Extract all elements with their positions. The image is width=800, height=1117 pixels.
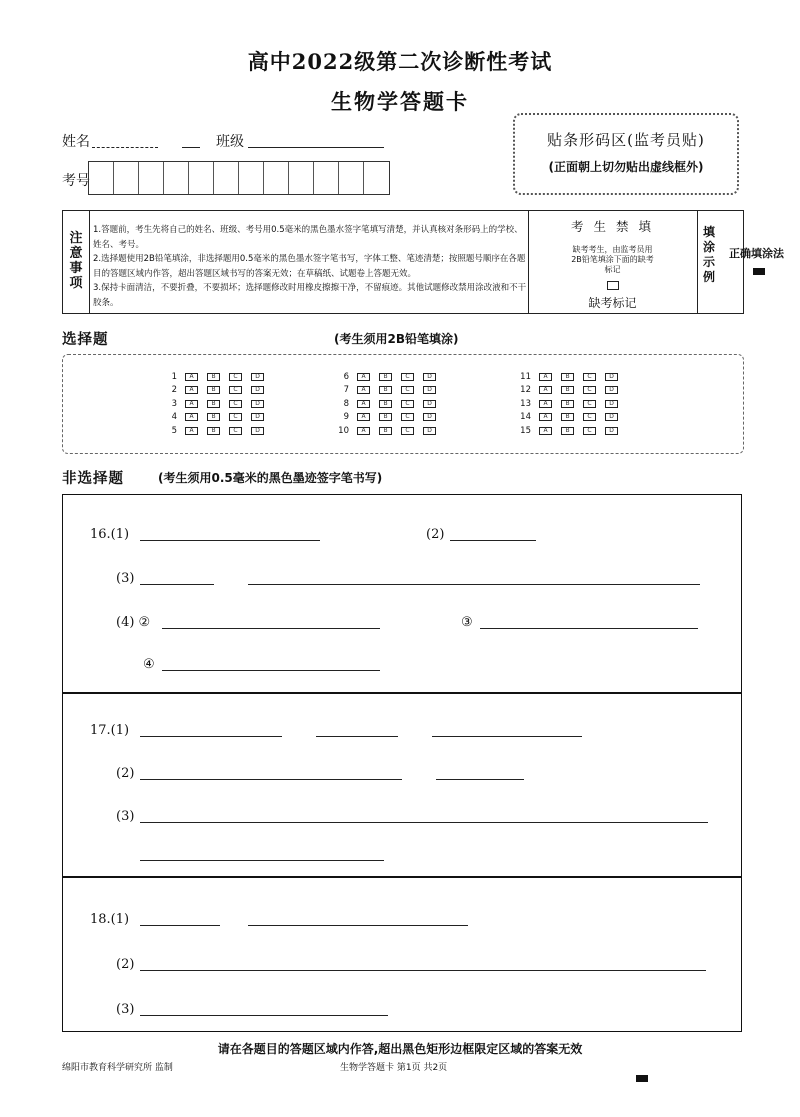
q16-label: 16.(1) (90, 527, 130, 542)
question-number: 3 (171, 398, 177, 409)
answer-bubble[interactable]: B (379, 373, 392, 381)
choice-question-row (327, 397, 445, 411)
question-number: 10 (338, 425, 349, 436)
choice-question-row (155, 411, 273, 425)
answer-bubble[interactable]: B (207, 400, 220, 408)
answer-bubble[interactable]: D (605, 386, 618, 394)
name-field-tail[interactable] (182, 147, 200, 148)
q17-2-blank-a[interactable] (140, 779, 402, 780)
footer-warning: 请在各题目的答题区域内作答,超出黑色矩形边框限定区域的答案无效 (217, 1042, 583, 1056)
answer-bubble[interactable]: A (539, 386, 552, 394)
answer-bubble[interactable]: D (423, 373, 436, 381)
q17-1-blank-a[interactable] (140, 736, 282, 737)
answer-bubble[interactable]: A (185, 413, 198, 421)
answer-bubble[interactable]: D (251, 386, 264, 394)
answer-bubble[interactable]: A (357, 427, 370, 435)
exam-no-cell[interactable] (314, 162, 339, 194)
exam-no-cell[interactable] (364, 162, 389, 194)
answer-bubble[interactable]: C (583, 400, 596, 408)
choice-question-row (509, 424, 627, 438)
q16-4-blank-3[interactable] (480, 628, 698, 629)
q18-label: 18.(1) (90, 912, 130, 927)
answer-bubble[interactable]: C (401, 373, 414, 381)
q16-4-4-label: ④ (143, 657, 155, 672)
answer-bubble[interactable]: D (605, 373, 618, 381)
exam-no-cell[interactable] (164, 162, 189, 194)
q17-2-label: (2) (116, 766, 135, 781)
choice-area (62, 354, 744, 454)
exam-no-cell[interactable] (339, 162, 364, 194)
question-number: 7 (343, 385, 349, 396)
notice-items (93, 223, 527, 310)
absent-checkbox[interactable] (607, 281, 619, 290)
choice-section-title: 选择题 (62, 332, 109, 348)
nonchoice-section-title: 非选择题 (62, 471, 124, 487)
question-number: 14 (520, 412, 531, 423)
question-number: 5 (171, 425, 177, 436)
q17-3-label: (3) (116, 809, 135, 824)
choice-question-row (155, 397, 273, 411)
fill-example-label: 填 涂 示 例 (702, 225, 715, 284)
choice-question-row (509, 370, 627, 384)
choice-column (155, 370, 273, 438)
answer-bubble[interactable]: D (605, 427, 618, 435)
q16-1-blank[interactable] (140, 540, 320, 541)
answer-bubble[interactable]: C (401, 427, 414, 435)
answer-bubble[interactable]: B (379, 413, 392, 421)
answer-bubble[interactable]: A (185, 400, 198, 408)
q17-2-blank-b[interactable] (436, 779, 524, 780)
question-number: 4 (171, 412, 177, 423)
q16-4-3-label: ③ (461, 615, 473, 630)
q16-4-blank-2[interactable] (162, 628, 380, 629)
q18-1-blank-a[interactable] (140, 925, 220, 926)
answer-bubble[interactable]: B (207, 373, 220, 381)
forbidden-title: 考 生 禁 填 (571, 219, 654, 234)
choice-question-row (155, 424, 273, 438)
correct-fill-label: 正确填涂法 (729, 247, 784, 260)
choice-question-row (327, 411, 445, 425)
answer-bubble[interactable]: C (583, 413, 596, 421)
footer-org: 绵阳市教育科学研究所 监制 (62, 1063, 173, 1073)
answer-bubble[interactable]: C (401, 413, 414, 421)
answer-bubble[interactable]: B (207, 413, 220, 421)
answer-bubble[interactable]: A (185, 386, 198, 394)
alignment-mark (636, 1075, 648, 1082)
answer-bubble[interactable]: C (583, 373, 596, 381)
answer-bubble[interactable]: B (561, 373, 574, 381)
q17-3-blank-b[interactable] (140, 860, 384, 861)
q16-4-blank-4[interactable] (162, 670, 380, 671)
answer-bubble[interactable]: A (539, 400, 552, 408)
answer-bubble[interactable]: D (605, 413, 618, 421)
choice-column (509, 370, 627, 438)
choice-column (327, 370, 445, 438)
q16-3-blank-b[interactable] (248, 584, 700, 585)
answer-bubble[interactable]: A (357, 400, 370, 408)
question-number: 13 (520, 398, 531, 409)
question-number: 9 (343, 412, 349, 423)
answer-bubble[interactable]: C (401, 386, 414, 394)
answer-bubble[interactable]: D (251, 413, 264, 421)
q16-3-label: (3) (116, 571, 135, 586)
notice-box (62, 210, 784, 314)
answer-bubble[interactable]: C (229, 373, 242, 381)
answer-bubble[interactable]: C (229, 400, 242, 408)
notice-label: 注 意 事 项 (63, 211, 90, 313)
correct-fill-mark (753, 268, 765, 275)
forbidden-fill-area (528, 211, 696, 313)
exam-no-cell[interactable] (114, 162, 139, 194)
q16-2-blank[interactable] (450, 540, 536, 541)
barcode-area (513, 113, 739, 195)
answer-bubble[interactable]: C (229, 386, 242, 394)
exam-no-cell[interactable] (289, 162, 314, 194)
question-number: 6 (343, 371, 349, 382)
exam-no-cell[interactable] (89, 162, 114, 194)
answer-bubble[interactable]: C (583, 386, 596, 394)
q17-1-blank-b[interactable] (316, 736, 398, 737)
answer-bubble[interactable]: A (357, 373, 370, 381)
choice-instruction: (考生须用2B铅笔填涂) (334, 332, 459, 346)
answer-bubble[interactable]: D (423, 413, 436, 421)
question-number: 8 (343, 398, 349, 409)
answer-bubble[interactable]: D (423, 386, 436, 394)
exam-no-cell[interactable] (139, 162, 164, 194)
choice-question-row (327, 384, 445, 398)
answer-bubble[interactable]: B (207, 427, 220, 435)
answer-bubble[interactable]: B (207, 386, 220, 394)
answer-bubble[interactable]: B (561, 386, 574, 394)
choice-question-row (327, 370, 445, 384)
answer-bubble[interactable]: C (401, 400, 414, 408)
answer-bubble[interactable]: D (251, 400, 264, 408)
answer-bubble[interactable]: A (185, 427, 198, 435)
notice-item: 3.保持卡面清洁，不要折叠，不要损坏；选择题修改时用橡皮擦擦干净，不留痕迹。其他试题修改禁用涂改液和不干胶条。 (93, 283, 527, 308)
name-field[interactable] (92, 147, 158, 148)
q16-2-label: (2) (426, 527, 445, 542)
answer-bubble[interactable]: D (251, 373, 264, 381)
answer-bubble[interactable]: B (561, 413, 574, 421)
footer-page: 生物学答题卡 第1页 共2页 (340, 1063, 448, 1073)
choice-question-row (509, 384, 627, 398)
answer-bubble[interactable]: B (561, 400, 574, 408)
answer-bubble[interactable]: B (379, 427, 392, 435)
answer-box (62, 494, 742, 1032)
answer-bubble[interactable]: C (229, 413, 242, 421)
notice-item: 2.选择题使用2B铅笔填涂，非选择题用0.5毫米的黑色墨水签字笔书写，字体工整、笔迹清楚；按照题号顺序在各题目的答题区域内作答，超出答题区域书写的答案无效；在草稿纸、试题卷上答题无效。 (93, 254, 526, 279)
answer-bubble[interactable]: C (583, 427, 596, 435)
exam-no-cell[interactable] (239, 162, 264, 194)
exam-no-cell[interactable] (214, 162, 239, 194)
q18-1-blank-b[interactable] (248, 925, 468, 926)
answer-bubble[interactable]: D (423, 427, 436, 435)
barcode-note: (正面朝上切勿贴出虚线框外) (548, 160, 704, 174)
answer-sheet-title: 生物学答题卡 (331, 89, 469, 114)
answer-bubble[interactable]: A (357, 413, 370, 421)
answer-bubble[interactable]: D (605, 400, 618, 408)
class-label: 班级 (216, 134, 244, 150)
question-number: 11 (520, 371, 531, 382)
choice-question-row (509, 411, 627, 425)
choice-question-row (327, 424, 445, 438)
answer-bubble[interactable]: A (185, 373, 198, 381)
answer-bubble[interactable]: C (229, 427, 242, 435)
question-number: 12 (520, 385, 531, 396)
q18-2-label: (2) (116, 957, 135, 972)
exam-no-grid[interactable] (88, 161, 390, 195)
absent-mark-label: 缺考标记 (588, 296, 637, 310)
question-number: 15 (520, 425, 531, 436)
question-number: 2 (171, 385, 177, 396)
exam-no-cell[interactable] (189, 162, 214, 194)
answer-bubble[interactable]: B (561, 427, 574, 435)
name-label: 姓名 (62, 134, 90, 150)
answer-bubble[interactable]: D (423, 400, 436, 408)
q17-label: 17.(1) (90, 723, 130, 738)
answer-bubble[interactable]: A (357, 386, 370, 394)
nonchoice-instruction: (考生须用0.5毫米的黑色墨迹签字笔书写) (158, 471, 383, 485)
question-number: 1 (171, 371, 177, 382)
answer-bubble[interactable]: A (539, 373, 552, 381)
barcode-title: 贴条形码区(监考员贴) (547, 131, 705, 149)
answer-bubble[interactable]: B (379, 386, 392, 394)
answer-bubble[interactable]: D (251, 427, 264, 435)
q16-3-blank-a[interactable] (140, 584, 214, 585)
notice-item: 1.答题前，考生先将自己的姓名、班级、考号用0.5毫米的黑色墨水签字笔填写清楚，并认真核对条形码上的学校、姓名、考号。 (93, 225, 523, 250)
choice-question-row (509, 397, 627, 411)
q17-3-blank-a[interactable] (140, 822, 708, 823)
q16-4-label: (4) ② (116, 615, 151, 630)
exam-title: 高中2022级第二次诊断性考试 (247, 49, 553, 74)
choice-question-row (155, 384, 273, 398)
class-field[interactable] (248, 147, 384, 148)
answer-bubble[interactable]: A (539, 413, 552, 421)
q18-2-blank[interactable] (140, 970, 706, 971)
forbidden-text: 缺考考生，由监考员用2B铅笔填涂下面的缺考标记 (571, 245, 654, 274)
q17-1-blank-c[interactable] (432, 736, 582, 737)
answer-bubble[interactable]: A (539, 427, 552, 435)
q18-3-label: (3) (116, 1002, 135, 1017)
exam-no-label: 考号 (62, 173, 90, 189)
answer-bubble[interactable]: B (379, 400, 392, 408)
q18-3-blank[interactable] (140, 1015, 388, 1016)
choice-question-row (155, 370, 273, 384)
exam-no-cell[interactable] (264, 162, 289, 194)
